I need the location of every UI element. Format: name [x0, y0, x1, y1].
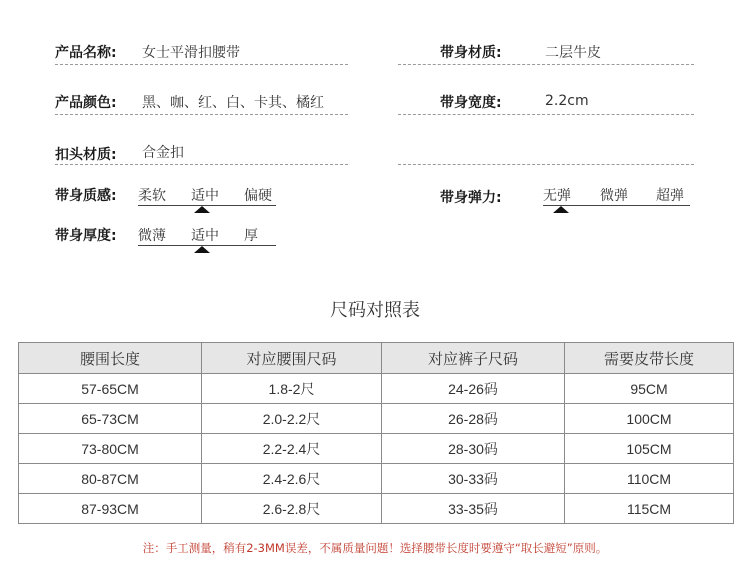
- table-row: [19, 494, 734, 524]
- spec-label: 带身材质:: [440, 45, 502, 61]
- size-table-title: 尺码对照表: [330, 300, 420, 321]
- spec-label: 带身宽度:: [440, 95, 502, 111]
- elasticity-options: [543, 185, 693, 205]
- texture-selected-marker: [194, 206, 210, 213]
- table-cell: 87-93CM: [19, 494, 202, 524]
- table-row: [19, 374, 734, 404]
- table-cell: 24-26码: [382, 374, 565, 404]
- elasticity-label: 带身弹力:: [440, 190, 502, 206]
- dashed-divider: [55, 64, 348, 65]
- elasticity-selected-marker: [553, 206, 569, 213]
- table-cell: 2.2-2.4尺: [202, 434, 382, 464]
- table-cell: 95CM: [565, 374, 734, 404]
- texture-option: 偏硬: [244, 188, 272, 204]
- dashed-divider: [55, 164, 348, 165]
- texture-options: [138, 185, 278, 205]
- thickness-selected-marker: [194, 246, 210, 253]
- measurement-note: 注：手工测量，稍有2-3MM误差，不属质量问题！选择腰带长度时要遵守“取长避短”原则。: [142, 541, 608, 555]
- table-cell: 115CM: [565, 494, 734, 524]
- table-cell: 2.6-2.8尺: [202, 494, 382, 524]
- texture-option: 适中: [191, 188, 219, 204]
- thickness-options: [138, 225, 278, 245]
- thickness-option: 适中: [191, 228, 219, 244]
- spec-value: 2.2cm: [545, 93, 589, 109]
- column-header: 对应裤子尺码: [382, 343, 565, 374]
- spec-label: 扣头材质:: [55, 147, 117, 163]
- elasticity-option: 超弹: [656, 188, 684, 204]
- table-cell: 26-28码: [382, 404, 565, 434]
- table-cell: 30-33码: [382, 464, 565, 494]
- table-cell: 33-35码: [382, 494, 565, 524]
- table-cell: 2.0-2.2尺: [202, 404, 382, 434]
- dashed-divider: [55, 114, 348, 115]
- texture-option: 柔软: [138, 188, 166, 204]
- elasticity-option: 微弹: [600, 188, 628, 204]
- spec-value: 黑、咖、红、白、卡其、橘红: [142, 95, 324, 111]
- size-table: [18, 342, 734, 524]
- spec-label: 产品颜色:: [55, 95, 117, 111]
- table-header-row: [19, 343, 734, 374]
- table-cell: 2.4-2.6尺: [202, 464, 382, 494]
- column-header: 腰围长度: [19, 343, 202, 374]
- dashed-divider: [398, 164, 694, 165]
- spec-label: 产品名称:: [55, 45, 117, 61]
- table-cell: 65-73CM: [19, 404, 202, 434]
- table-cell: 100CM: [565, 404, 734, 434]
- table-cell: 28-30码: [382, 434, 565, 464]
- table-row: [19, 434, 734, 464]
- thickness-option: 厚: [244, 228, 258, 244]
- table-row: [19, 464, 734, 494]
- spec-value: 合金扣: [142, 145, 184, 161]
- table-cell: 105CM: [565, 434, 734, 464]
- spec-value: 女士平滑扣腰带: [142, 45, 240, 61]
- table-cell: 80-87CM: [19, 464, 202, 494]
- thickness-label: 带身厚度:: [55, 228, 117, 244]
- column-header: 需要皮带长度: [565, 343, 734, 374]
- table-cell: 1.8-2尺: [202, 374, 382, 404]
- thickness-option: 微薄: [138, 228, 166, 244]
- column-header: 对应腰围尺码: [202, 343, 382, 374]
- elasticity-option: 无弹: [543, 188, 571, 204]
- table-cell: 57-65CM: [19, 374, 202, 404]
- dashed-divider: [398, 64, 694, 65]
- table-cell: 110CM: [565, 464, 734, 494]
- texture-label: 带身质感:: [55, 188, 117, 204]
- table-row: [19, 404, 734, 434]
- table-cell: 73-80CM: [19, 434, 202, 464]
- spec-value: 二层牛皮: [545, 45, 601, 61]
- dashed-divider: [398, 114, 694, 115]
